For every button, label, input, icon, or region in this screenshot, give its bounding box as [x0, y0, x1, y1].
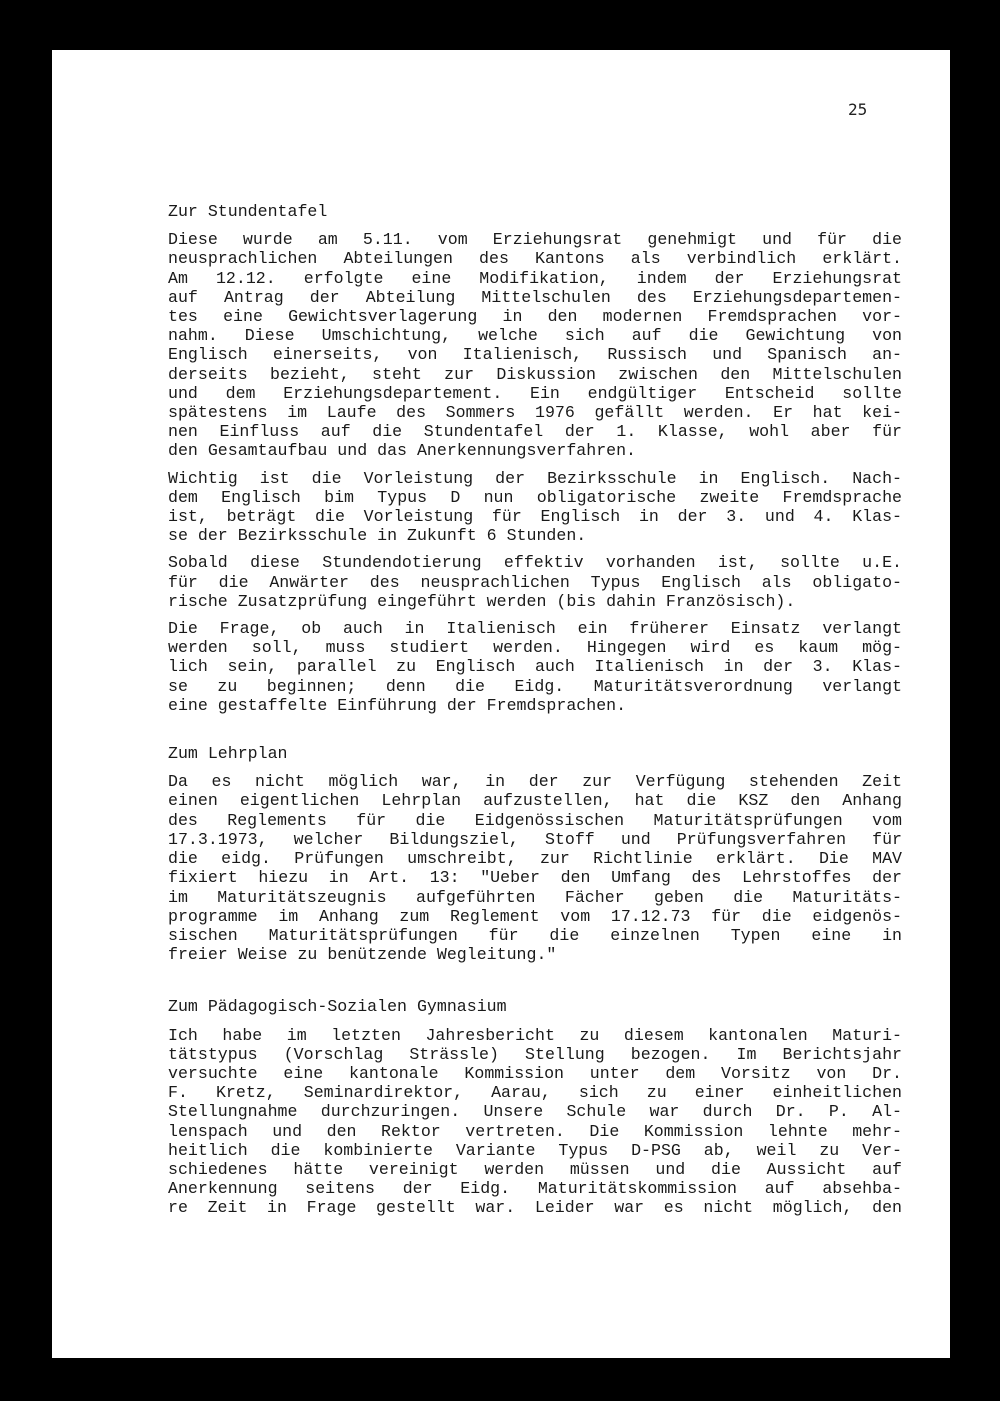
text-line: lich sein, parallel zu Englisch auch Italienisch in der 3. Klas- [168, 657, 902, 677]
document-body [168, 202, 902, 1218]
paragraph [168, 469, 902, 546]
text-line: 17.3.1973, welcher Bildungsziel, Stoff und Prüfungsverfahren für [168, 829, 902, 849]
text-line: neusprachlichen Abteilungen des Kantons als verbindlich erklärt. [168, 249, 902, 269]
section-heading-lehrplan: Zum Lehrplan [168, 744, 288, 764]
text-line: Wichtig ist die Vorleistung der Bezirksschule in Englisch. Nach- [168, 468, 902, 488]
text-line: nen Einfluss auf die Stundentafel der 1. Klasse, wohl aber für [168, 422, 902, 442]
text-line: Da es nicht möglich war, in der zur Verfügung stehenden Zeit [168, 772, 902, 792]
paragraph [168, 619, 902, 715]
text-line: Am 12.12. erfolgte eine Modifikation, indem der Erziehungsrat [168, 268, 902, 288]
text-line: Sobald diese Stundendotierung effektiv vorhanden ist, sollte u.E. [168, 553, 902, 573]
text-line: eine gestaffelte Einführung der Fremdsprachen. [168, 695, 627, 715]
text-line: des Reglements für die Eidgenössischen Maturitätsprüfungen vom [168, 810, 902, 830]
text-line: auf Antrag der Abteilung Mittelschulen des Erziehungsdepartemen- [168, 287, 902, 307]
text-line: Stellungnahme durchzuringen. Unsere Schule war durch Dr. P. Al- [168, 1102, 902, 1122]
text-line: werden soll, muss studiert werden. Hingegen wird es kaum mög- [168, 638, 902, 658]
text-line: Ich habe im letzten Jahresbericht zu diesem kantonalen Maturi- [168, 1025, 902, 1045]
text-line: re Zeit in Frage gestellt war. Leider war es nicht möglich, den [168, 1198, 902, 1218]
text-line: versuchte eine kantonale Kommission unter dem Vorsitz von Dr. [168, 1063, 902, 1083]
text-line: heitlich die kombinierte Variante Typus D-PSG ab, weil zu Ver- [168, 1140, 902, 1160]
section-heading-psg: Zum Pädagogisch-Sozialen Gymnasium [168, 997, 507, 1017]
page-number: 25 [848, 100, 868, 119]
text-line: rische Zusatzprüfung eingeführt werden (bis dahin Französisch). [168, 591, 796, 611]
text-line: freier Weise zu benützende Wegleitung." [168, 945, 557, 965]
text-line: tes eine Gewichtsverlagerung in den modernen Fremdsprachen vor- [168, 307, 902, 327]
text-line: spätestens im Laufe des Sommers 1976 gefällt werden. Er hat kei- [168, 403, 902, 423]
text-line: schiedenes hätte vereinigt werden müssen und die Aussicht auf [168, 1159, 902, 1179]
text-line: nahm. Diese Umschichtung, welche sich auf die Gewichtung von [168, 326, 902, 346]
text-line: und dem Erziehungsdepartement. Ein endgültiger Entscheid sollte [168, 383, 902, 403]
paragraph [168, 553, 902, 611]
text-line: se der Bezirksschule in Zukunft 6 Stunden. [168, 526, 587, 546]
text-line: die eidg. Prüfungen umschreibt, zur Richtlinie erklärt. Die MAV [168, 849, 902, 869]
paragraph [168, 1026, 902, 1218]
text-line: sischen Maturitätsprüfungen für die einzelnen Typen eine in [168, 925, 902, 945]
document-page [52, 50, 950, 1358]
text-line: Anerkennung seitens der Eidg. Maturitätskommission auf absehba- [168, 1179, 902, 1199]
text-line: im Maturitätszeugnis aufgeführten Fächer geben die Maturitäts- [168, 887, 902, 907]
text-line: für die Anwärter des neusprachlichen Typus Englisch als obligato- [168, 572, 902, 592]
text-line: den Gesamtaufbau und das Anerkennungsverfahren. [168, 441, 637, 461]
text-line: F. Kretz, Seminardirektor, Aarau, sich zu einer einheitlichen [168, 1083, 902, 1103]
paragraph [168, 772, 902, 964]
text-line: Englisch einerseits, von Italienisch, Russisch und Spanisch an- [168, 345, 902, 365]
text-line: Die Frage, ob auch in Italienisch ein früherer Einsatz verlangt [168, 619, 902, 639]
text-line: tätstypus (Vorschlag Strässle) Stellung bezogen. Im Berichtsjahr [168, 1044, 902, 1064]
paragraph [168, 230, 902, 460]
text-line: programme im Anhang zum Reglement vom 17.12.73 für die eidgenös- [168, 906, 902, 926]
text-line: se zu beginnen; denn die Eidg. Maturitätsverordnung verlangt [168, 676, 902, 696]
text-line: Diese wurde am 5.11. vom Erziehungsrat genehmigt und für die [168, 230, 902, 250]
text-line: derseits bezieht, steht zur Diskussion zwischen den Mittelschulen [168, 364, 902, 384]
text-line: dem Englisch bim Typus D nun obligatorische zweite Fremdsprache [168, 487, 902, 507]
text-line: einen eigentlichen Lehrplan aufzustellen, hat die KSZ den Anhang [168, 791, 902, 811]
section-heading-stundentafel: Zur Stundentafel [168, 202, 328, 221]
text-line: lenspach und den Rektor vertreten. Die Kommission lehnte mehr- [168, 1121, 902, 1141]
text-line: fixiert hiezu in Art. 13: "Ueber den Umfang des Lehrstoffes der [168, 868, 902, 888]
text-line: ist, beträgt die Vorleistung für Englisch in der 3. und 4. Klas- [168, 507, 902, 527]
